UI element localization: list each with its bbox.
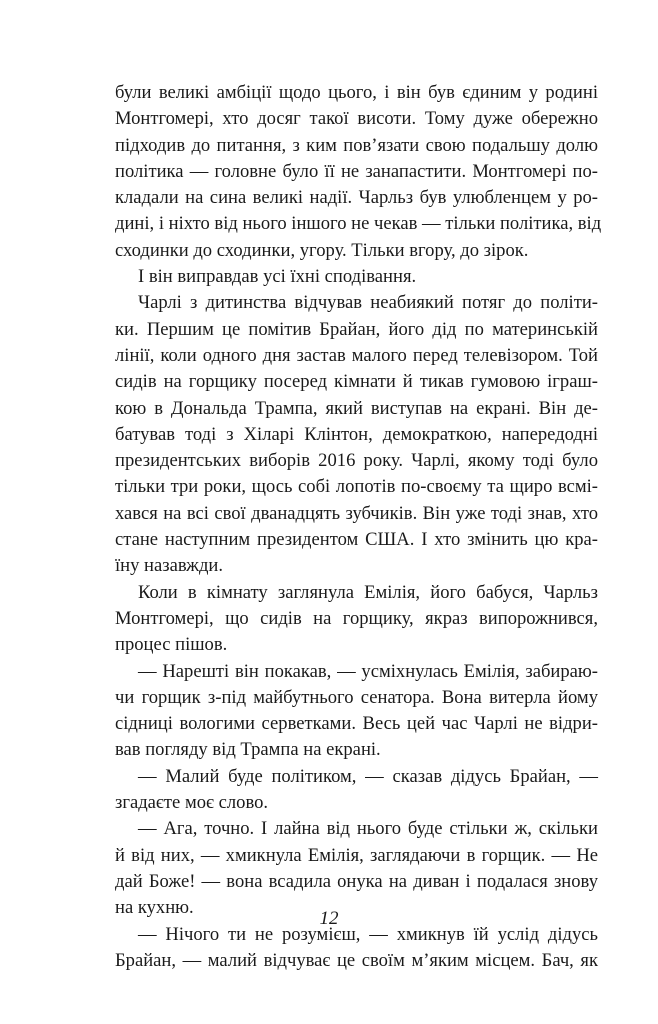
text-line: були великі амбіції щодо цього, і він був єдиним у родині xyxy=(115,82,598,103)
text-line: Коли в кімнату заглянула Емілія, його бабуся, Чарльз xyxy=(138,581,598,603)
text-line: сидів на горщику посеред кімнати й тикав гумовою іграш- xyxy=(115,371,598,393)
text-line: ки. Першим це помітив Брайан, його дід по материнській xyxy=(115,318,598,340)
text-line: хався на всі свої дванадцять зубчиків. Він уже тоді знав, хто xyxy=(115,502,598,524)
text-line: згадаєте моє слово. xyxy=(115,792,269,814)
text-line: їну назавжди. xyxy=(115,555,224,577)
text-line: тільки три роки, щось собі лопотів по-своєму та щиро всмі- xyxy=(115,476,598,498)
text-line: Монтгомері, що сидів на горщику, якраз випорожнився, xyxy=(115,607,598,629)
text-line: — Нічого ти не розумієш, — хмикнув їй услід дідусь xyxy=(138,923,598,945)
text-line: — Малий буде політиком, — сказав дідусь Брайан, — xyxy=(138,765,598,787)
text-line: сходинки до сходинки, угору. Тільки вгору, до зірок. xyxy=(115,239,529,261)
text-line: стане наступним президентом США. І хто змінить цю кра- xyxy=(115,529,598,551)
text-line: президентських виборів 2016 року. Чарлі, якому тоді було xyxy=(115,450,598,472)
text-line: на кухню. xyxy=(115,897,194,919)
text-line: кою в Дональда Трампа, який виступав на екрані. Він де- xyxy=(115,397,598,419)
text-line: сідниці вологими серветками. Весь цей час Чарлі не відри- xyxy=(115,713,598,735)
text-line: дай Боже! — вона всадила онука на диван і подалася знову xyxy=(115,870,598,892)
page-number: 12 xyxy=(319,908,339,929)
text-line: Брайан, — малий відчуває це своїм м’яким місцем. Бач, як xyxy=(115,949,598,971)
text-line: й від них, — хмикнула Емілія, заглядаючи в горщик. — Не xyxy=(115,844,598,866)
body-text xyxy=(115,80,602,974)
text-line: вав погляду від Трампа на екрані. xyxy=(115,739,381,761)
text-line: лінії, коли одного дня застав малого перед телевізором. Той xyxy=(115,344,598,366)
text-line: Чарлі з дитинства відчував неабиякий потяг до політи- xyxy=(138,292,598,314)
text-line: — Нарешті він покакав, — усміхнулась Емілія, забираю- xyxy=(138,660,598,682)
text-line: чи горщик з-під майбутнього сенатора. Вона витерла йому xyxy=(115,686,598,708)
text-line: — Ага, точно. І лайна від нього буде стільки ж, скільки xyxy=(138,818,598,840)
text-line: підходив до питання, з ким пов’язати свою подальшу долю xyxy=(115,134,598,156)
text-line: політика — головне було її не занапастити. Монтгомері по- xyxy=(115,160,598,182)
text-line: І він виправдав усі їхні сподівання. xyxy=(138,266,417,288)
text-line: дині, і ніхто від нього іншого не чекав — тільки політика, від xyxy=(115,213,602,235)
text-line: процес пішов. xyxy=(115,634,228,656)
text-line: Монтгомері, хто досяг такої висоти. Тому дуже обережно xyxy=(115,108,598,130)
text-line: батував тоді з Хіларі Клінтон, демократкою, напередодні xyxy=(115,423,598,445)
text-line: кладали на сина великі надії. Чарльз був улюбленцем у ро- xyxy=(115,187,598,209)
